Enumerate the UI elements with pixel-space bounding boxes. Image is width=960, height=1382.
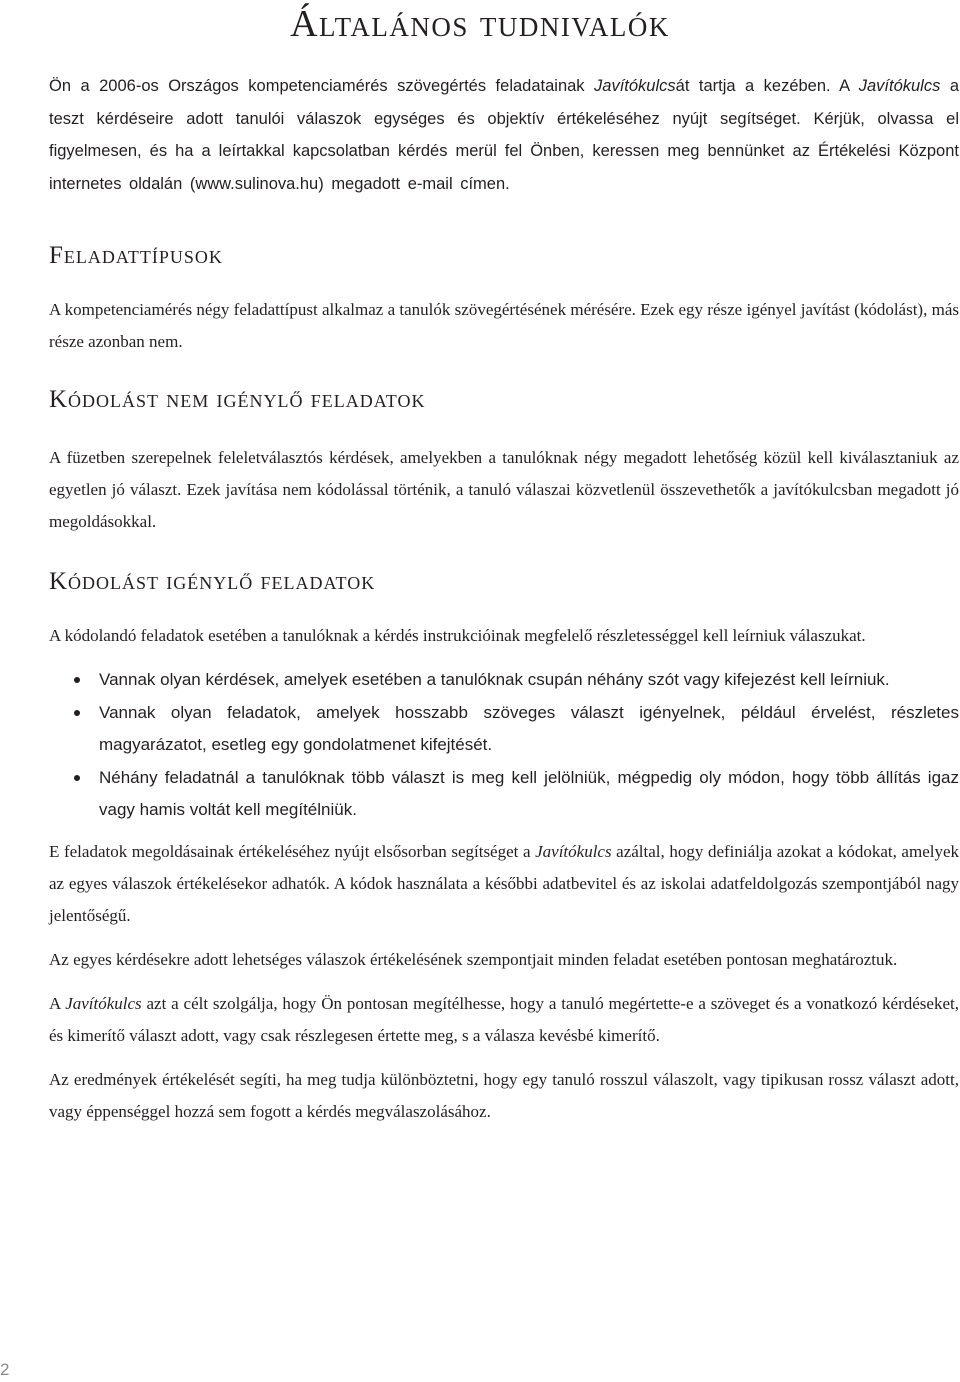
bullet-text: Néhány feladatnál a tanulóknak több választ is meg kell jelölniük, mégpedig oly módon, hogy több állítás igaz vagy hamis voltát kell megítélniük. [99, 768, 959, 819]
bullet-text: Vannak olyan kérdések, amelyek esetében a tanulóknak csupán néhány szót vagy kifejezést kell leírniuk. [99, 670, 890, 689]
paragraph-3 [49, 988, 959, 1052]
bullet-icon [74, 775, 80, 781]
bullet-text: Vannak olyan feladatok, amelyek hosszabb szöveges választ igényelnek, például érvelést, részletes magyarázatot, esetleg egy gondolatmenet kifejtését. [99, 703, 959, 754]
section-heading-no-coding: Kódolást nem igénylő feladatok [49, 386, 426, 413]
page-number: 2 [0, 1360, 10, 1379]
bullet-icon [74, 710, 80, 716]
coding-bullet-list [49, 664, 959, 826]
paragraph-3-italic: Javítókulcs [65, 994, 142, 1013]
intro-text-2: át tartja a kezében. A [675, 77, 859, 95]
list-item [49, 664, 959, 696]
intro-paragraph [49, 70, 959, 200]
paragraph-1-italic: Javítókulcs [535, 842, 612, 861]
paragraph-1-text-a: E feladatok megoldásainak értékeléséhez nyújt elsősorban segítséget a [49, 842, 536, 861]
intro-text-1: Ön a 2006-os Országos kompetenciamérés szövegértés feladatainak [49, 77, 595, 95]
page-content [49, 70, 959, 1128]
bullet-icon [74, 677, 80, 683]
intro-italic-1: Javítókulcs [594, 77, 676, 95]
section-coding-text: A kódolandó feladatok esetében a tanulóknak a kérdés instrukcióinak megfelelő részletességgel kell leírniuk válaszukat. [49, 626, 866, 645]
section-types-text: A kompetenciamérés négy feladattípust alkalmaz a tanulók szövegértésének mérésére. Ezek egy része igényel javítást (kódolást), más része azonban nem. [49, 300, 959, 351]
intro-text-3: a teszt kérdéseire adott tanulói válaszok egységes és objektív értékeléséhez nyújt segítséget. Kérjük, olvassa el figyelmesen, és ha a leírtakkal kapcsolatban kérdés merül fel Önben, keressen meg bennünket az Értékelési Központ internetes oldalán (www.sulinova.hu) megadott e-mail címen. [49, 77, 959, 193]
list-item [49, 762, 959, 826]
intro-italic-2: Javítókulcs [858, 77, 941, 95]
paragraph-1-text-b: azáltal, hogy definiálja azokat a kódokat, amelyek az egyes válaszok értékelésekor adhatók. A kódok használata a későbbi adatbevitel és az iskolai adatfeldolgozás szempontjából nagy jelentőségű. [49, 842, 960, 925]
section-heading-types: Feladattípusok [49, 242, 223, 269]
paragraph-1 [49, 836, 959, 932]
section-heading-coding: Kódolást igénylő feladatok [49, 568, 376, 595]
paragraph-3-text-b: azt a célt szolgálja, hogy Ön pontosan megítélhesse, hogy a tanuló megértette-e a szöveget és a vonatkozó kérdéseket, és kimerítő választ adott, vagy csak részlegesen értette meg, s a válasza kevésbé kimerítő. [49, 994, 959, 1045]
list-item [49, 697, 959, 761]
paragraph-4: Az eredmények értékelését segíti, ha meg tudja különböztetni, hogy egy tanuló rosszul válaszolt, vagy tipikusan rossz választ adott, vagy éppenséggel hozzá sem fogott a kérdés megválaszolásához. [49, 1070, 959, 1121]
paragraph-3-text-a: A [49, 994, 66, 1013]
paragraph-2: Az egyes kérdésekre adott lehetséges válaszok értékelésének szempontjait minden feladat esetében pontosan meghatároztuk. [49, 950, 898, 969]
page-title: Általános tudnivalók [290, 3, 670, 45]
section-no-coding-text: A füzetben szerepelnek feleletválasztós kérdések, amelyekben a tanulóknak négy megadott lehetőség közül kell kiválasztaniuk az egyetlen jó választ. Ezek javítása nem kódolással történik, a tanuló válaszai közvetlenül összevethetők a javítókulcsban megadott jó megoldásokkal. [49, 448, 959, 531]
